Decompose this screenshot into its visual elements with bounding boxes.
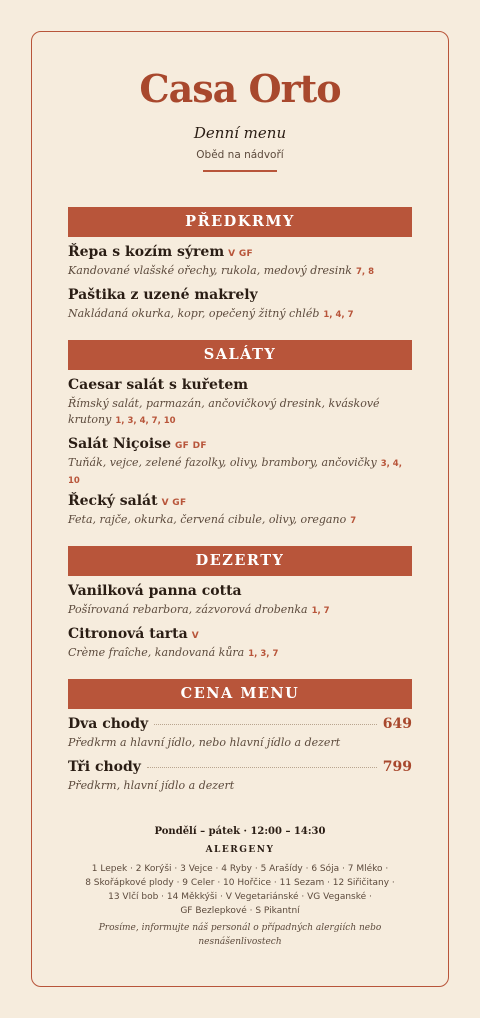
dietary-tags: V (191, 631, 199, 641)
item-description: Předkrm a hlavní jídlo, nebo hlavní jídlo a dezert (68, 736, 341, 749)
item-description: Tuňák, vejce, zelené fazolky, olivy, brambory, ančovičky (68, 456, 377, 469)
item-name: Tři chody (68, 759, 141, 775)
menu-subtitle: Denní menu (193, 124, 287, 142)
title-divider (203, 170, 277, 172)
item-description: Crème fraîche, kandovaná kůra (68, 646, 245, 659)
item-name: Dva chody (68, 716, 149, 732)
item-description: Předkrm, hlavní jídlo a dezert (68, 779, 235, 792)
section-header-starters: PŘEDKRMY (68, 207, 412, 237)
menu-item (68, 244, 414, 280)
item-name: Vanilková panna cotta (68, 583, 242, 599)
allergen-codes: 1, 4, 7 (323, 310, 354, 320)
price: 799 (382, 759, 412, 775)
menu-item (68, 287, 414, 323)
allergens-heading: ALERGENY (205, 845, 275, 855)
price: 649 (382, 716, 412, 732)
item-name: Řepa s kozím sýrem (68, 244, 225, 260)
item-name: Řecký salát (68, 493, 158, 509)
item-description: Nakládaná okurka, kopr, opečený žitný chléb (68, 307, 320, 320)
menu-item (68, 626, 414, 662)
dietary-tags: GF DF (175, 441, 207, 451)
menu-item (68, 377, 414, 429)
dietary-tags: V GF (228, 249, 253, 259)
price-item (68, 759, 414, 794)
menu-item (68, 493, 414, 529)
allergen-codes: 7, 8 (355, 267, 375, 277)
legend-line: 13 Vlčí bob · 14 Měkkýši · V Vegetariánské · VG Veganské · (108, 892, 372, 902)
opening-hours: Pondělí – pátek · 12:00 – 14:30 (154, 826, 326, 837)
price-item (68, 716, 414, 751)
allergen-codes: 1, 7 (311, 606, 330, 616)
item-description: Pošírovaná rebarbora, zázvorová drobenka (68, 603, 308, 616)
allergen-codes: 1, 3, 4, 7, 10 (115, 416, 176, 426)
section-header-salads: SALÁTY (68, 340, 412, 370)
legend-line: GF Bezlepkové · S Pikantní (180, 906, 300, 916)
section-header-desserts: DEZERTY (68, 546, 412, 576)
legend-line: 8 Skořápkové plody · 9 Celer · 10 Hořčice · 11 Sezam · 12 Siřičitany · (85, 878, 395, 888)
item-description: Kandované vlašské ořechy, rukola, medový dresink (68, 264, 352, 277)
allergen-codes: 1, 3, 7 (248, 649, 279, 659)
allergen-legend (60, 862, 420, 918)
legend-line: 1 Lepek · 2 Korýši · 3 Vejce · 4 Ryby · 5 Arašídy · 6 Sója · 7 Mléko · (91, 864, 389, 874)
item-name: Paštika z uzené makrely (68, 287, 258, 303)
item-name: Salát Niçoise (68, 436, 171, 452)
dot-leader (154, 724, 377, 725)
menu-item (68, 436, 414, 489)
menu-item (68, 583, 414, 619)
allergy-note: Prosíme, informujte náš personál o případných alergiích nebo nesnášenlivostech (98, 923, 382, 947)
restaurant-title: Casa Orto (139, 66, 341, 111)
section-header-prices: CENA MENU (68, 679, 412, 709)
dot-leader (147, 767, 377, 768)
dietary-tags: V GF (161, 498, 187, 508)
allergen-codes: 7 (350, 516, 357, 526)
item-name: Citronová tarta (68, 626, 188, 642)
menu-tagline: Oběd na nádvoří (196, 149, 284, 161)
item-description: Feta, rajče, okurka, červená cibule, olivy, oregano (68, 513, 347, 526)
item-description: Římský salát, parmazán, ančovičkový dresink, kváskové krutony (68, 397, 380, 426)
allergen-codes: 3, 4, 10 (68, 459, 402, 486)
item-name: Caesar salát s kuřetem (68, 377, 249, 393)
